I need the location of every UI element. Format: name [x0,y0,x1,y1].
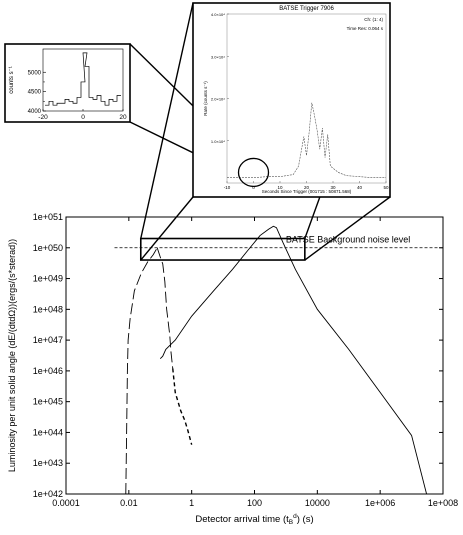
y-tick-label: 1e+044 [32,427,63,438]
luminosity-series-3 [173,368,192,444]
y-tick-label: 1e+047 [32,335,63,346]
luminosity-series-1 [126,248,157,494]
luminosity-series-4 [160,226,426,494]
x-axis-label-text: Detector arrival time (t [195,514,289,525]
y-tick-label: 1e+045 [32,396,63,407]
batse-y-tick-label: 4.0×10⁴ [210,12,225,17]
batse-y-tick-label: 3.0×10⁴ [210,54,225,60]
counts-inset-panel [5,44,130,122]
counts-y-label: counts s⁻¹ [9,66,15,94]
counts-x-tick-label: 20 [119,114,127,121]
y-tick-label: 1e+051 [32,212,63,222]
x-axis-label-tail: ) (s) [296,514,314,525]
x-tick-label: 0.01 [120,498,138,508]
batse-x-tick-label: 40 [356,185,363,190]
connector-zoom-left-top [141,3,193,239]
x-tick-label: 1e+006 [365,498,396,508]
batse-y-label: Rate (counts s⁻¹) [203,81,208,116]
y-tick-label: 1e+048 [32,304,63,315]
batse-inset-panel [193,3,390,197]
y-tick-label: 1e+042 [32,489,63,499]
batse-x-tick-label: -10 [223,185,231,190]
y-tick-label: 1e+046 [32,365,63,376]
x-tick-label: 1 [189,498,195,508]
counts-y-tick-label: 4000 [27,109,41,115]
counts-x-tick-label: 0 [81,114,85,121]
x-axis-label-superscript: d [293,513,297,520]
y-tick-label: 1e+043 [32,458,63,469]
batse-y-tick-label: 2.0×10⁴ [210,96,225,102]
batse-x-label: Seconds Since Trigger (001715 : 50871.568) [261,189,352,194]
connector-zoom-left-bottom [141,197,193,260]
main-plot-frame [66,217,443,494]
counts-y-tick-label: 5000 [27,70,41,77]
x-tick-label: 10000 [304,498,330,508]
main-chart [7,212,458,526]
batse-title: BATSE Trigger 7906 [279,6,334,12]
x-axis-label [195,513,313,526]
noise-level-annotation: BATSE Background noise level [285,234,411,245]
zoom-box [141,239,305,261]
batse-x-tick-label: 50 [383,185,389,190]
batse-x-tick-label: 0 [252,185,255,190]
batse-legend-line: Time Res: 0.064 s [346,26,383,31]
batse-legend-line: Ch: (1: 4) [364,17,383,22]
counts-x-tick-label: -20 [38,114,48,121]
batse-x-tick-label: 20 [303,185,310,190]
counts-y-tick-label: 4500 [27,89,41,96]
y-tick-label: 1e+050 [32,242,63,253]
x-tick-label: 0.0001 [52,498,80,508]
x-tick-label: 1e+008 [427,498,459,508]
batse-y-tick-label: 1.0×10⁴ [210,138,225,144]
batse-x-tick-label: 30 [330,185,336,190]
x-tick-label: 100 [246,498,263,508]
y-axis-label: Luminosity per unit solid angle (dE/(dtdΩ))(ergs/(s*sterad)) [7,238,17,473]
counts-panel-frame [5,44,130,122]
batse-x-tick-label: 10 [277,185,283,190]
x-axis-label-subscript: B [288,519,294,526]
y-tick-label: 1e+049 [32,273,63,284]
connector-zoom-right-bottom [305,197,390,260]
